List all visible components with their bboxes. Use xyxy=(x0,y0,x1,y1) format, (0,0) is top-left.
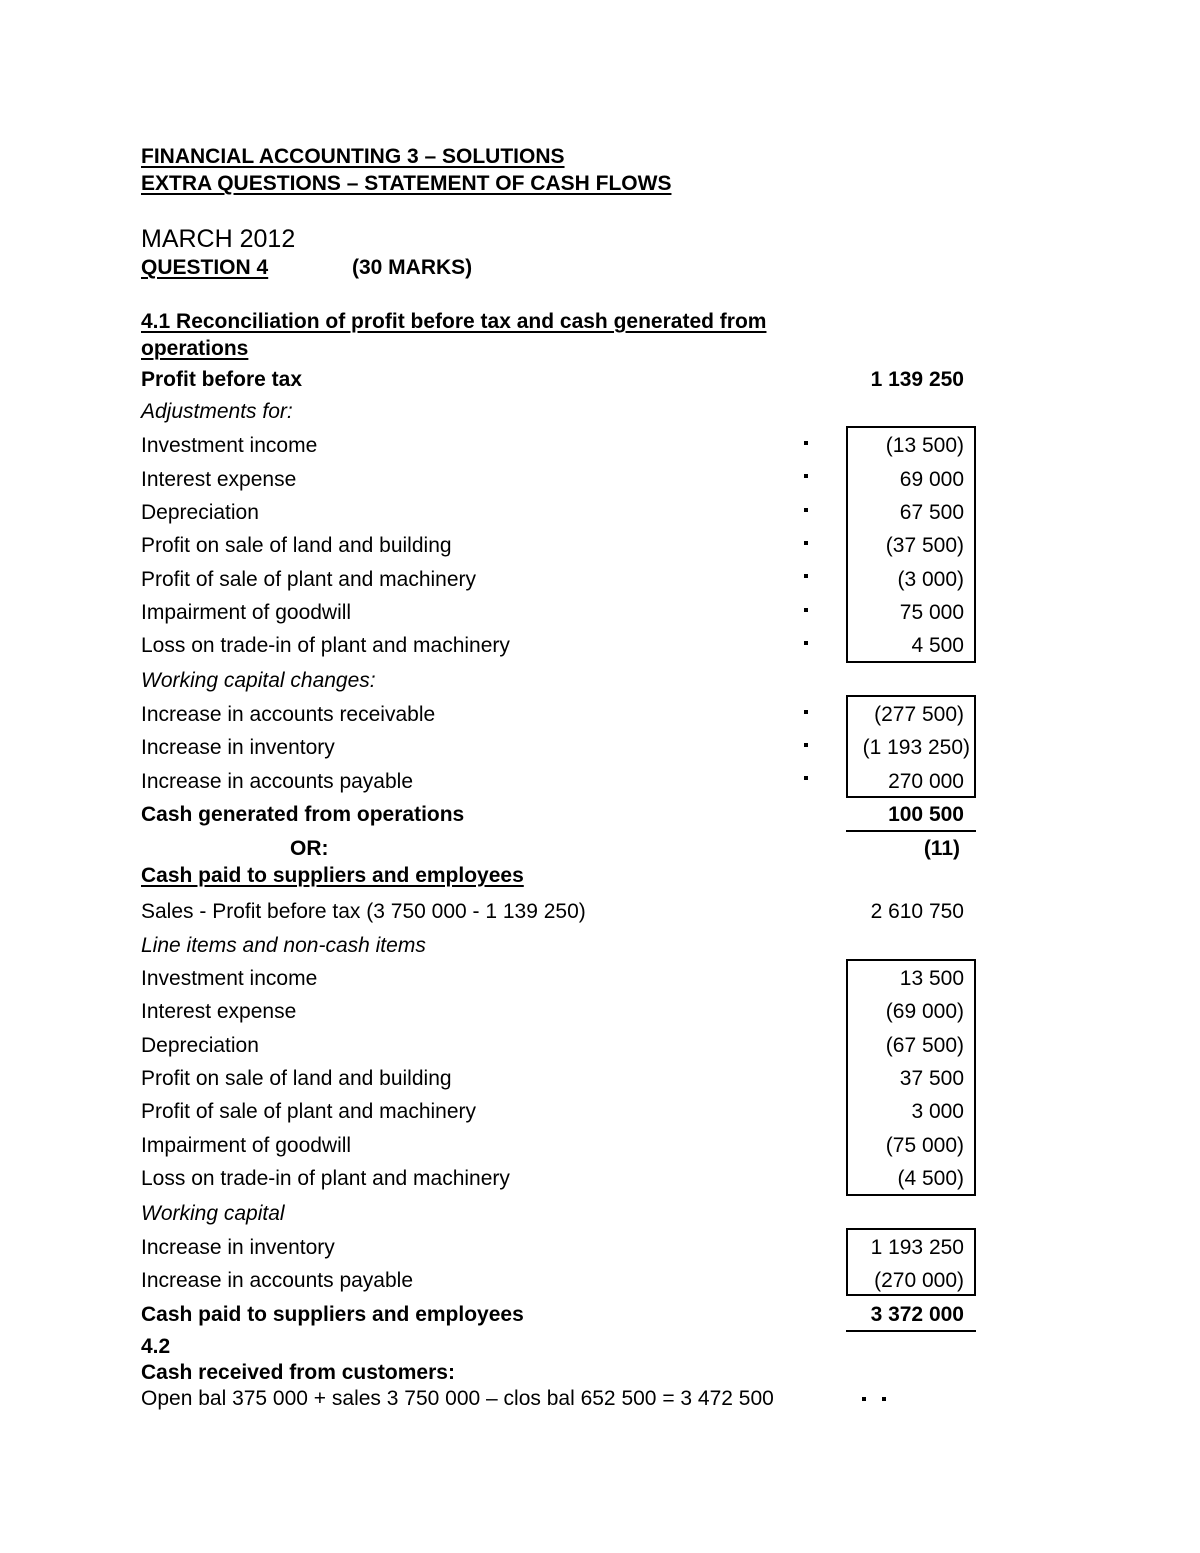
mark-dot xyxy=(804,508,808,512)
list-item-value: (277 500) xyxy=(874,703,964,726)
list-item-value: 1 193 250 xyxy=(870,1236,964,1259)
list-item-value: 13 500 xyxy=(899,967,964,990)
line-items-label: Line items and non-cash items xyxy=(141,934,426,957)
part1-heading-line2: operations xyxy=(141,337,249,360)
alt-working-capital-label: Working capital xyxy=(141,1202,285,1225)
list-item-value: 69 000 xyxy=(899,468,964,491)
question-number: QUESTION 4 xyxy=(141,256,269,279)
question-marks: (30 MARKS) xyxy=(352,256,473,279)
list-item-label: Interest expense xyxy=(141,468,297,491)
marks-total: (11) xyxy=(923,837,960,860)
list-item-value: 67 500 xyxy=(899,501,964,524)
list-item-label: Loss on trade-in of plant and machinery xyxy=(141,634,510,657)
total-rule xyxy=(846,830,976,832)
list-item-value: 37 500 xyxy=(899,1067,964,1090)
part2-calculation: Open bal 375 000 + sales 3 750 000 – clos bal 652 500 = 3 472 500 xyxy=(141,1387,774,1410)
part2-number: 4.2 xyxy=(141,1335,171,1358)
list-item-label: Investment income xyxy=(141,967,318,990)
adjustments-label: Adjustments for: xyxy=(141,400,293,423)
list-item-label: Impairment of goodwill xyxy=(141,1134,352,1157)
list-item-value: (270 000) xyxy=(874,1269,964,1292)
profit-before-tax-label: Profit before tax xyxy=(141,368,303,391)
mark-dot xyxy=(804,776,808,780)
mark-dot xyxy=(804,441,808,445)
course-title: FINANCIAL ACCOUNTING 3 – SOLUTIONS xyxy=(141,145,565,168)
sales-less-pbt-label: Sales - Profit before tax (3 750 000 - 1 139 250) xyxy=(141,900,586,923)
list-item-label: Depreciation xyxy=(141,501,259,524)
mark-dot xyxy=(804,574,808,578)
cash-generated-label: Cash generated from operations xyxy=(141,803,465,826)
document-subtitle: EXTRA QUESTIONS – STATEMENT OF CASH FLOWS xyxy=(141,172,672,195)
list-item-value: (3 000) xyxy=(897,568,964,591)
part1-heading-line1: 4.1 Reconciliation of profit before tax and cash generated from xyxy=(141,310,767,333)
mark-dot xyxy=(804,641,808,645)
list-item-value: (75 000) xyxy=(885,1134,964,1157)
alt-heading: Cash paid to suppliers and employees xyxy=(141,864,524,887)
part2-heading: Cash received from customers: xyxy=(141,1361,455,1384)
list-item-label: Increase in accounts payable xyxy=(141,770,414,793)
mark-dot xyxy=(804,541,808,545)
mark-dot xyxy=(804,710,808,714)
alt-total-label: Cash paid to suppliers and employees xyxy=(141,1303,524,1326)
working-capital-label: Working capital changes: xyxy=(141,669,376,692)
list-item-label: Profit of sale of plant and machinery xyxy=(141,568,477,591)
list-item-label: Increase in inventory xyxy=(141,736,335,759)
list-item-value: 4 500 xyxy=(911,634,964,657)
mark-dot xyxy=(804,608,808,612)
alt-total-value: 3 372 000 xyxy=(870,1303,964,1326)
exam-date: MARCH 2012 xyxy=(141,225,296,253)
list-item-label: Increase in inventory xyxy=(141,1236,335,1259)
list-item-label: Depreciation xyxy=(141,1034,259,1057)
list-item-label: Increase in accounts payable xyxy=(141,1269,414,1292)
list-item-value: 75 000 xyxy=(899,601,964,624)
list-item-value: 3 000 xyxy=(911,1100,964,1123)
list-item-label: Impairment of goodwill xyxy=(141,601,352,624)
sales-less-pbt-value: 2 610 750 xyxy=(870,900,964,923)
list-item-label: Increase in accounts receivable xyxy=(141,703,436,726)
list-item-label: Profit on sale of land and building xyxy=(141,1067,452,1090)
mark-dot xyxy=(862,1397,866,1401)
list-item-label: Interest expense xyxy=(141,1000,297,1023)
profit-before-tax-value: 1 139 250 xyxy=(870,368,964,391)
list-item-label: Loss on trade-in of plant and machinery xyxy=(141,1167,510,1190)
list-item-value: (4 500) xyxy=(897,1167,964,1190)
cash-generated-value: 100 500 xyxy=(888,803,964,826)
list-item-label: Profit of sale of plant and machinery xyxy=(141,1100,477,1123)
mark-dot xyxy=(804,474,808,478)
list-item-value: (1 193 250) xyxy=(862,736,970,759)
mark-dot xyxy=(804,743,808,747)
list-item-value: 270 000 xyxy=(888,770,964,793)
list-item-label: Investment income xyxy=(141,434,318,457)
list-item-value: (69 000) xyxy=(885,1000,964,1023)
list-item-value: (37 500) xyxy=(885,534,964,557)
alt-total-rule xyxy=(846,1330,976,1332)
mark-dot xyxy=(882,1397,886,1401)
list-item-label: Profit on sale of land and building xyxy=(141,534,452,557)
list-item-value: (13 500) xyxy=(885,434,964,457)
list-item-value: (67 500) xyxy=(885,1034,964,1057)
or-label: OR: xyxy=(290,837,329,860)
